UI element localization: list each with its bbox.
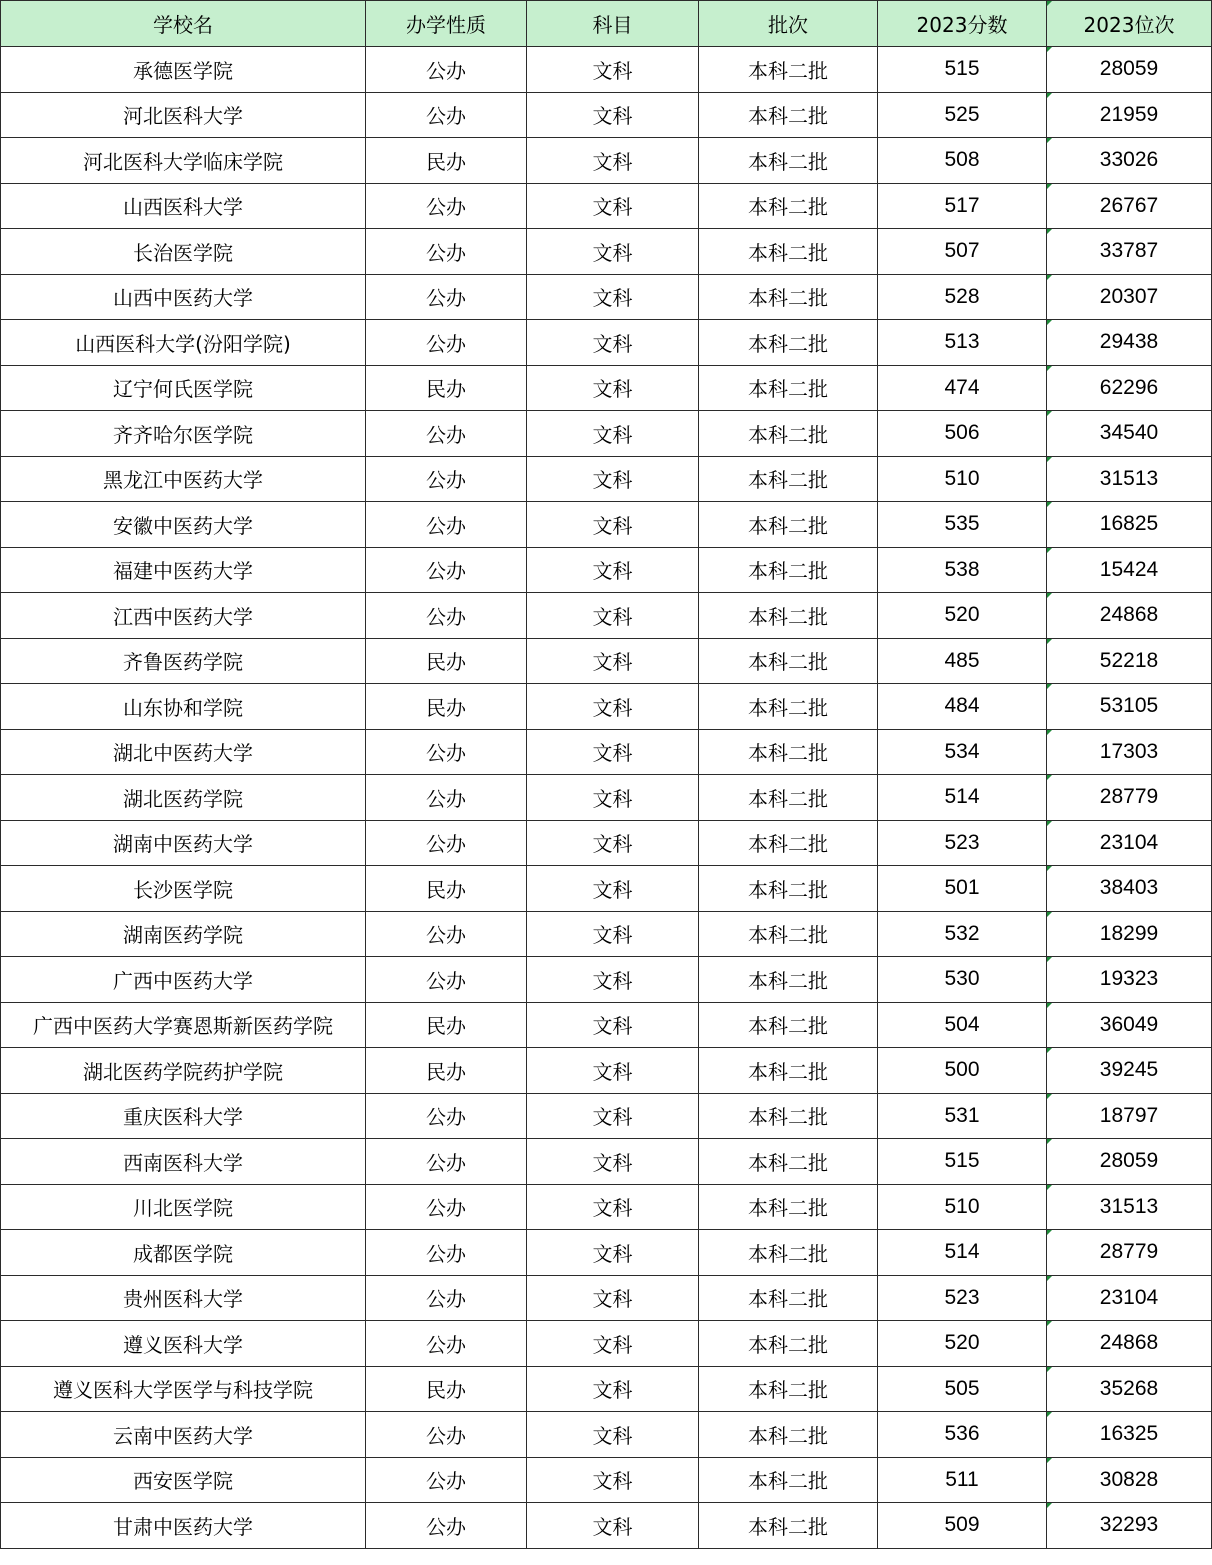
table-row: [1, 1321, 1212, 1367]
cell-school-type: 公办: [366, 502, 527, 548]
table-row: [1, 1275, 1212, 1321]
cell-batch: 本科二批: [699, 229, 878, 275]
cell-school-name: 湖北医药学院: [1, 775, 366, 821]
cell-score-2023: 509: [878, 1503, 1047, 1549]
header-school-type: 办学性质: [366, 1, 527, 47]
cell-batch: 本科二批: [699, 957, 878, 1003]
cell-score-2023: 515: [878, 47, 1047, 93]
cell-score-2023: 474: [878, 365, 1047, 411]
cell-score-2023: 507: [878, 229, 1047, 275]
cell-subject: 文科: [527, 593, 699, 639]
cell-score-2023: 532: [878, 911, 1047, 957]
cell-subject: 文科: [527, 274, 699, 320]
cell-subject: 文科: [527, 547, 699, 593]
cell-school-name: 河北医科大学: [1, 92, 366, 138]
cell-rank-2023: 17303: [1047, 729, 1212, 775]
cell-school-type: 公办: [366, 274, 527, 320]
cell-school-name: 湖南医药学院: [1, 911, 366, 957]
cell-school-name: 福建中医药大学: [1, 547, 366, 593]
cell-rank-2023: 16325: [1047, 1412, 1212, 1458]
table-row: [1, 911, 1212, 957]
cell-batch: 本科二批: [699, 1503, 878, 1549]
cell-rank-2023: 38403: [1047, 866, 1212, 912]
cell-subject: 文科: [527, 456, 699, 502]
cell-score-2023: 525: [878, 92, 1047, 138]
cell-batch: 本科二批: [699, 820, 878, 866]
cell-batch: 本科二批: [699, 911, 878, 957]
cell-rank-2023: 53105: [1047, 684, 1212, 730]
cell-school-name: 山西中医药大学: [1, 274, 366, 320]
cell-batch: 本科二批: [699, 138, 878, 184]
cell-score-2023: 515: [878, 1139, 1047, 1185]
table-row: [1, 729, 1212, 775]
table-row: [1, 365, 1212, 411]
cell-school-type: 公办: [366, 47, 527, 93]
cell-batch: 本科二批: [699, 502, 878, 548]
cell-subject: 文科: [527, 229, 699, 275]
cell-subject: 文科: [527, 502, 699, 548]
cell-score-2023: 528: [878, 274, 1047, 320]
table-row: [1, 229, 1212, 275]
cell-school-type: 公办: [366, 729, 527, 775]
cell-score-2023: 508: [878, 138, 1047, 184]
cell-rank-2023: 21959: [1047, 92, 1212, 138]
cell-rank-2023: 33787: [1047, 229, 1212, 275]
cell-score-2023: 514: [878, 1230, 1047, 1276]
cell-school-type: 公办: [366, 1275, 527, 1321]
table-row: [1, 1457, 1212, 1503]
cell-subject: 文科: [527, 1048, 699, 1094]
cell-school-name: 川北医学院: [1, 1184, 366, 1230]
cell-subject: 文科: [527, 1139, 699, 1185]
cell-rank-2023: 28779: [1047, 775, 1212, 821]
header-subject: 科目: [527, 1, 699, 47]
cell-batch: 本科二批: [699, 775, 878, 821]
cell-rank-2023: 29438: [1047, 320, 1212, 366]
cell-score-2023: 510: [878, 1184, 1047, 1230]
cell-school-type: 公办: [366, 320, 527, 366]
cell-score-2023: 506: [878, 411, 1047, 457]
header-score-2023: 2023分数: [878, 1, 1047, 47]
cell-subject: 文科: [527, 1275, 699, 1321]
cell-subject: 文科: [527, 957, 699, 1003]
cell-rank-2023: 36049: [1047, 1002, 1212, 1048]
cell-rank-2023: 23104: [1047, 1275, 1212, 1321]
table-row: [1, 47, 1212, 93]
cell-subject: 文科: [527, 320, 699, 366]
cell-school-type: 公办: [366, 911, 527, 957]
cell-batch: 本科二批: [699, 638, 878, 684]
table-row: [1, 638, 1212, 684]
cell-school-name: 贵州医科大学: [1, 1275, 366, 1321]
cell-school-type: 公办: [366, 593, 527, 639]
cell-school-type: 公办: [366, 957, 527, 1003]
cell-school-type: 公办: [366, 1184, 527, 1230]
cell-school-name: 广西中医药大学: [1, 957, 366, 1003]
cell-school-type: 公办: [366, 1230, 527, 1276]
cell-score-2023: 523: [878, 820, 1047, 866]
cell-school-type: 公办: [366, 1321, 527, 1367]
cell-score-2023: 523: [878, 1275, 1047, 1321]
cell-rank-2023: 23104: [1047, 820, 1212, 866]
cell-rank-2023: 26767: [1047, 183, 1212, 229]
cell-subject: 文科: [527, 820, 699, 866]
table-row: [1, 866, 1212, 912]
cell-score-2023: 520: [878, 593, 1047, 639]
cell-subject: 文科: [527, 1184, 699, 1230]
cell-score-2023: 534: [878, 729, 1047, 775]
table-row: [1, 957, 1212, 1003]
cell-school-name: 齐鲁医药学院: [1, 638, 366, 684]
cell-batch: 本科二批: [699, 1366, 878, 1412]
cell-school-type: 公办: [366, 547, 527, 593]
cell-school-name: 长沙医学院: [1, 866, 366, 912]
cell-school-name: 齐齐哈尔医学院: [1, 411, 366, 457]
cell-school-type: 公办: [366, 820, 527, 866]
cell-score-2023: 538: [878, 547, 1047, 593]
cell-rank-2023: 24868: [1047, 593, 1212, 639]
cell-score-2023: 513: [878, 320, 1047, 366]
cell-subject: 文科: [527, 911, 699, 957]
cell-school-type: 公办: [366, 456, 527, 502]
table-row: [1, 820, 1212, 866]
cell-subject: 文科: [527, 866, 699, 912]
cell-school-type: 公办: [366, 1503, 527, 1549]
cell-school-name: 西南医科大学: [1, 1139, 366, 1185]
cell-subject: 文科: [527, 365, 699, 411]
cell-subject: 文科: [527, 1457, 699, 1503]
table-row: [1, 1230, 1212, 1276]
cell-rank-2023: 28779: [1047, 1230, 1212, 1276]
cell-school-type: 民办: [366, 684, 527, 730]
cell-subject: 文科: [527, 1230, 699, 1276]
cell-batch: 本科二批: [699, 1275, 878, 1321]
header-batch: 批次: [699, 1, 878, 47]
cell-rank-2023: 52218: [1047, 638, 1212, 684]
cell-score-2023: 514: [878, 775, 1047, 821]
cell-school-type: 公办: [366, 229, 527, 275]
cell-score-2023: 511: [878, 1457, 1047, 1503]
cell-score-2023: 535: [878, 502, 1047, 548]
cell-rank-2023: 28059: [1047, 47, 1212, 93]
cell-school-type: 民办: [366, 1048, 527, 1094]
cell-subject: 文科: [527, 183, 699, 229]
cell-batch: 本科二批: [699, 456, 878, 502]
cell-batch: 本科二批: [699, 92, 878, 138]
cell-score-2023: 530: [878, 957, 1047, 1003]
cell-school-type: 公办: [366, 411, 527, 457]
cell-rank-2023: 31513: [1047, 1184, 1212, 1230]
cell-school-name: 黑龙江中医药大学: [1, 456, 366, 502]
cell-subject: 文科: [527, 1503, 699, 1549]
cell-score-2023: 520: [878, 1321, 1047, 1367]
cell-subject: 文科: [527, 411, 699, 457]
table-row: [1, 1002, 1212, 1048]
cell-score-2023: 510: [878, 456, 1047, 502]
cell-rank-2023: 32293: [1047, 1503, 1212, 1549]
table-row: [1, 1503, 1212, 1549]
cell-rank-2023: 20307: [1047, 274, 1212, 320]
cell-school-name: 遵义医科大学医学与科技学院: [1, 1366, 366, 1412]
cell-subject: 文科: [527, 1002, 699, 1048]
cell-school-name: 江西中医药大学: [1, 593, 366, 639]
cell-rank-2023: 34540: [1047, 411, 1212, 457]
cell-subject: 文科: [527, 775, 699, 821]
table-row: [1, 411, 1212, 457]
cell-subject: 文科: [527, 47, 699, 93]
cell-school-name: 承德医学院: [1, 47, 366, 93]
cell-subject: 文科: [527, 1412, 699, 1458]
cell-subject: 文科: [527, 138, 699, 184]
cell-batch: 本科二批: [699, 1048, 878, 1094]
cell-batch: 本科二批: [699, 866, 878, 912]
cell-rank-2023: 18299: [1047, 911, 1212, 957]
table-row: [1, 775, 1212, 821]
cell-school-name: 辽宁何氏医学院: [1, 365, 366, 411]
cell-school-type: 民办: [366, 1366, 527, 1412]
table-header: [1, 1, 1212, 47]
table-row: [1, 1093, 1212, 1139]
cell-subject: 文科: [527, 684, 699, 730]
cell-school-name: 湖南中医药大学: [1, 820, 366, 866]
cell-school-name: 西安医学院: [1, 1457, 366, 1503]
cell-subject: 文科: [527, 1093, 699, 1139]
cell-rank-2023: 18797: [1047, 1093, 1212, 1139]
cell-school-name: 安徽中医药大学: [1, 502, 366, 548]
header-school-name: 学校名: [1, 1, 366, 47]
cell-score-2023: 517: [878, 183, 1047, 229]
cell-school-type: 公办: [366, 775, 527, 821]
cell-school-type: 公办: [366, 1093, 527, 1139]
cell-school-name: 湖北中医药大学: [1, 729, 366, 775]
table-row: [1, 138, 1212, 184]
cell-school-name: 长治医学院: [1, 229, 366, 275]
cell-score-2023: 505: [878, 1366, 1047, 1412]
table-row: [1, 684, 1212, 730]
cell-rank-2023: 35268: [1047, 1366, 1212, 1412]
table-row: [1, 92, 1212, 138]
cell-subject: 文科: [527, 729, 699, 775]
cell-batch: 本科二批: [699, 593, 878, 639]
cell-subject: 文科: [527, 92, 699, 138]
cell-batch: 本科二批: [699, 729, 878, 775]
cell-school-type: 民办: [366, 365, 527, 411]
cell-score-2023: 500: [878, 1048, 1047, 1094]
cell-batch: 本科二批: [699, 1412, 878, 1458]
cell-batch: 本科二批: [699, 1321, 878, 1367]
cell-batch: 本科二批: [699, 320, 878, 366]
table-row: [1, 456, 1212, 502]
cell-batch: 本科二批: [699, 274, 878, 320]
cell-batch: 本科二批: [699, 1184, 878, 1230]
cell-subject: 文科: [527, 638, 699, 684]
cell-batch: 本科二批: [699, 1093, 878, 1139]
cell-rank-2023: 28059: [1047, 1139, 1212, 1185]
cell-rank-2023: 19323: [1047, 957, 1212, 1003]
table-row: [1, 1184, 1212, 1230]
cell-school-name: 湖北医药学院药护学院: [1, 1048, 366, 1094]
cell-school-type: 公办: [366, 92, 527, 138]
cell-school-name: 重庆医科大学: [1, 1093, 366, 1139]
cell-rank-2023: 15424: [1047, 547, 1212, 593]
cell-score-2023: 504: [878, 1002, 1047, 1048]
table-row: [1, 1139, 1212, 1185]
cell-school-type: 民办: [366, 638, 527, 684]
header-rank-2023: 2023位次: [1047, 1, 1212, 47]
table-body: [1, 47, 1212, 1549]
cell-school-type: 公办: [366, 183, 527, 229]
cell-school-name: 成都医学院: [1, 1230, 366, 1276]
cell-rank-2023: 24868: [1047, 1321, 1212, 1367]
cell-batch: 本科二批: [699, 411, 878, 457]
cell-batch: 本科二批: [699, 365, 878, 411]
cell-school-name: 山西医科大学: [1, 183, 366, 229]
cell-batch: 本科二批: [699, 684, 878, 730]
cell-school-type: 民办: [366, 1002, 527, 1048]
cell-school-name: 广西中医药大学赛恩斯新医药学院: [1, 1002, 366, 1048]
cell-school-name: 山西医科大学(汾阳学院): [1, 320, 366, 366]
table-row: [1, 547, 1212, 593]
cell-batch: 本科二批: [699, 547, 878, 593]
table-row: [1, 593, 1212, 639]
cell-rank-2023: 31513: [1047, 456, 1212, 502]
header-row: [1, 1, 1212, 47]
table-row: [1, 183, 1212, 229]
table-row: [1, 1412, 1212, 1458]
cell-school-type: 民办: [366, 866, 527, 912]
cell-batch: 本科二批: [699, 1457, 878, 1503]
cell-school-name: 甘肃中医药大学: [1, 1503, 366, 1549]
cell-score-2023: 485: [878, 638, 1047, 684]
cell-batch: 本科二批: [699, 1139, 878, 1185]
cell-school-name: 云南中医药大学: [1, 1412, 366, 1458]
cell-subject: 文科: [527, 1366, 699, 1412]
cell-school-type: 公办: [366, 1457, 527, 1503]
cell-school-type: 公办: [366, 1139, 527, 1185]
table-row: [1, 1366, 1212, 1412]
cell-rank-2023: 16825: [1047, 502, 1212, 548]
cell-school-type: 民办: [366, 138, 527, 184]
cell-rank-2023: 33026: [1047, 138, 1212, 184]
cell-rank-2023: 62296: [1047, 365, 1212, 411]
cell-subject: 文科: [527, 1321, 699, 1367]
cell-batch: 本科二批: [699, 1230, 878, 1276]
cell-school-name: 河北医科大学临床学院: [1, 138, 366, 184]
cell-batch: 本科二批: [699, 1002, 878, 1048]
cell-score-2023: 501: [878, 866, 1047, 912]
cell-score-2023: 536: [878, 1412, 1047, 1458]
table-row: [1, 320, 1212, 366]
cell-school-name: 山东协和学院: [1, 684, 366, 730]
cell-batch: 本科二批: [699, 47, 878, 93]
cell-score-2023: 484: [878, 684, 1047, 730]
cell-school-type: 公办: [366, 1412, 527, 1458]
cell-score-2023: 531: [878, 1093, 1047, 1139]
cell-batch: 本科二批: [699, 183, 878, 229]
table-row: [1, 1048, 1212, 1094]
cell-rank-2023: 30828: [1047, 1457, 1212, 1503]
table-row: [1, 502, 1212, 548]
cell-school-name: 遵义医科大学: [1, 1321, 366, 1367]
cell-rank-2023: 39245: [1047, 1048, 1212, 1094]
table-row: [1, 274, 1212, 320]
